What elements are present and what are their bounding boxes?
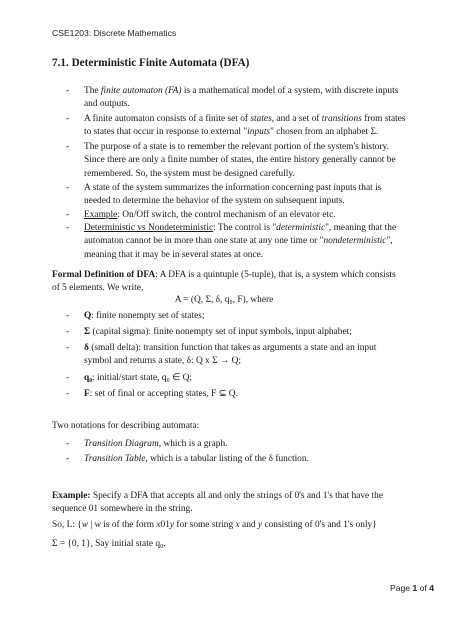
bullet-dash: - xyxy=(66,86,70,96)
notation-item-table xyxy=(84,453,428,466)
example-paragraph xyxy=(52,490,428,517)
text: to states that occur in response to external " xyxy=(84,127,248,138)
formal-definition xyxy=(52,269,428,296)
italic-term: finite automaton (FA) xyxy=(100,86,182,96)
bullet-dash: - xyxy=(66,327,70,337)
symbol: Σ xyxy=(84,327,91,337)
language-definition xyxy=(52,519,428,532)
formal-item-q0 xyxy=(84,372,428,385)
formal-item-q xyxy=(84,310,428,323)
bullet-dash: - xyxy=(66,373,70,383)
text: , which is a graph. xyxy=(158,439,228,449)
bullet-dash: - xyxy=(66,114,70,124)
text: 01 xyxy=(160,520,170,530)
italic-term: deterministic xyxy=(276,223,326,233)
text: ", xyxy=(386,236,393,247)
text: from states xyxy=(361,114,406,124)
text: A state of the system summarizes the information concerning past inputs that is xyxy=(84,183,382,193)
bullet-1 xyxy=(84,85,428,112)
text: of 5 elements. We write, xyxy=(52,283,144,294)
text: So, L: { xyxy=(52,520,82,530)
text: remembered. So, the system must be designed carefully. xyxy=(84,168,295,179)
text: : On/Off switch, the control mechanism of an elevator etc. xyxy=(117,210,336,220)
text: | xyxy=(88,520,95,530)
bullet-2 xyxy=(84,113,428,140)
text: Specify a DFA that accepts all and only the strings of 0's and 1's that have the xyxy=(90,491,384,501)
italic-term: Transition Diagram xyxy=(84,439,159,449)
bullet-dash: - xyxy=(66,454,70,464)
bullet-3 xyxy=(84,141,428,181)
page-total: 4 xyxy=(429,583,434,593)
italic-term: Transition Table xyxy=(84,454,146,464)
text: , which is a tabular listing of the δ function. xyxy=(145,454,309,464)
italic-var: y xyxy=(169,520,175,530)
text: ", meaning that the xyxy=(325,223,397,233)
bullet-4 xyxy=(84,182,428,209)
italic-term: transitions xyxy=(321,114,362,124)
symbol: δ xyxy=(84,343,89,353)
text: , and a set of xyxy=(271,114,322,124)
bullet-dash: - xyxy=(66,389,70,399)
section-title: 7.1. Deterministic Finite Automata (DFA) xyxy=(52,57,250,69)
text: needed to determine the behavior of the system on subsequent inputs. xyxy=(84,196,345,207)
text: for some string xyxy=(174,520,236,530)
italic-var: w xyxy=(81,520,89,530)
text: symbol and returns a state, δ: Q x Σ → Q; xyxy=(84,356,241,367)
text: : The control is " xyxy=(213,223,277,233)
text: A finite automaton consists of a finite set of xyxy=(84,114,251,124)
formal-item-f xyxy=(84,388,428,401)
bullet-dash: - xyxy=(66,311,70,321)
underlined-term: Deterministic vs Nondeterministic xyxy=(84,223,214,233)
underlined-term: Example xyxy=(84,210,118,220)
text: The purpose of a state is to remember the relevant portion of the system's history. xyxy=(84,142,389,152)
italic-var: w xyxy=(94,520,101,530)
formal-item-delta xyxy=(84,342,428,369)
italic-var: x xyxy=(235,520,240,530)
symbol: Q xyxy=(84,311,92,321)
text: " chosen from an alphabet Σ. xyxy=(270,127,379,138)
text: and outputs. xyxy=(84,99,130,110)
text: : set of final or accepting states, F ⊆ Q. xyxy=(89,389,238,399)
notations-intro: Two notations for describing automata: xyxy=(52,421,200,431)
bullet-dash: - xyxy=(66,142,70,152)
text: (small delta): transition function that takes as arguments a state and an input xyxy=(88,343,377,353)
text: sequence 01 somewhere in the string. xyxy=(52,504,193,515)
italic-term: inputs xyxy=(247,127,271,138)
text: : finite nonempty set of states; xyxy=(91,311,205,321)
formal-item-sigma xyxy=(84,326,428,339)
italic-var: x xyxy=(156,520,161,530)
text: Since there are only a finite number of states, the entire history generally cannot be xyxy=(84,155,396,166)
text: of xyxy=(417,583,430,593)
alphabet-line: Σ = {0, 1}, Say initial state q₀. xyxy=(52,539,166,549)
bold-label: Formal Definition of DFA xyxy=(52,270,156,280)
italic-var: y xyxy=(257,520,263,530)
symbol: F xyxy=(84,389,90,399)
text: meaning that it may be in several states at once. xyxy=(84,249,264,260)
bullet-dash: - xyxy=(66,183,70,193)
text: automaton cannot be in more than one state at any one time or " xyxy=(84,236,324,247)
text: is of the form xyxy=(100,520,157,530)
bullet-dash: - xyxy=(66,343,70,353)
symbol: q₀ xyxy=(84,373,93,383)
page-number: 1 xyxy=(412,583,418,593)
text: is a mathematical model of a system, with discrete inputs xyxy=(181,86,399,96)
bullet-dash: - xyxy=(66,439,70,449)
text: Page xyxy=(390,583,413,593)
italic-term: nondeterministic xyxy=(323,236,387,247)
bold-label: Example: xyxy=(52,491,91,501)
text: (capital sigma): finite nonempty set of input symbols, input alphabet; xyxy=(90,327,352,337)
notation-item-diagram xyxy=(84,438,428,451)
text: : A DFA is a quintuple (5-tuple), that is, a system which consists xyxy=(155,270,396,280)
bullet-dash: - xyxy=(66,210,70,220)
bullet-6 xyxy=(84,222,428,262)
text: : initial/start state, q₀ ∈ Q; xyxy=(92,373,192,383)
bullet-5 xyxy=(84,209,428,222)
page-footer xyxy=(390,583,434,593)
text: and xyxy=(239,520,258,530)
tuple-formula: A = (Q, Σ, δ, q₀, F), where xyxy=(174,295,274,305)
page-header: CSE1203: Discrete Mathematics xyxy=(52,28,177,38)
text: consisting of 0's and 1's only} xyxy=(262,520,377,530)
bullet-dash: - xyxy=(66,223,70,233)
text: The xyxy=(84,86,101,96)
italic-term: states xyxy=(250,114,272,124)
